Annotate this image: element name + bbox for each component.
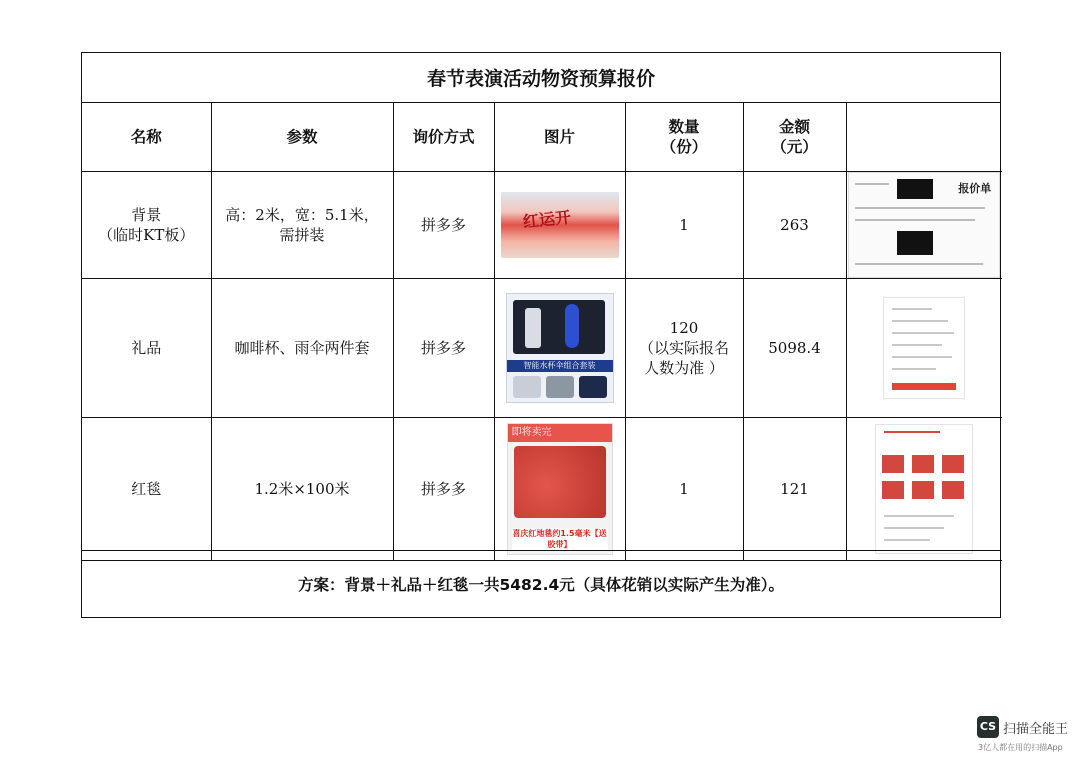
background-image-text: 红运开 — [521, 207, 572, 232]
document-title: 春节表演活动物资预算报价 — [82, 53, 1000, 103]
header-quantity — [625, 102, 743, 172]
gift-image-caption: 智能水杯伞组合套装 — [507, 360, 613, 372]
carpet-detail-image — [912, 481, 934, 499]
quote-line — [855, 207, 985, 209]
carpet-detail-image — [942, 455, 964, 473]
row-method: 拼多多 — [393, 279, 494, 418]
carpet-roll-image — [514, 446, 606, 518]
red-carpet-image — [507, 423, 613, 555]
header-params: 参数 — [211, 102, 393, 172]
quote-image-block — [897, 231, 933, 255]
row-name: 红毯 — [82, 418, 211, 561]
row-quote-cell — [846, 418, 1002, 561]
quote-line — [892, 344, 942, 346]
header-amount-line2: （元） — [771, 137, 818, 156]
row-name: 礼品 — [82, 279, 211, 418]
quote-line — [892, 320, 948, 322]
gift-detail-image — [513, 376, 541, 398]
row-params: 咖啡杯、雨伞两件套 — [211, 279, 393, 418]
row-quantity: 1 — [625, 172, 743, 279]
table-header-row — [82, 102, 1002, 172]
plan-summary: 方案：背景＋礼品＋红毯一共5482.4元（具体花销以实际产生为准）。 — [82, 550, 1000, 617]
quote-line — [855, 183, 889, 185]
header-quantity-line1: 数量 — [668, 117, 700, 136]
row-params — [211, 172, 393, 279]
budget-table — [82, 102, 1002, 561]
row-image-cell — [494, 172, 625, 279]
row-method: 拼多多 — [393, 418, 494, 561]
quote-label: 报价单 — [958, 182, 992, 195]
gift-detail-image — [579, 376, 607, 398]
quote-screenshot-image — [875, 424, 973, 554]
row-params-line2: 需拼装 — [279, 226, 325, 244]
quote-line — [884, 431, 940, 433]
background-board-image — [501, 192, 619, 258]
quote-line — [884, 539, 930, 541]
carpet-detail-image — [882, 481, 904, 499]
quote-line — [884, 527, 944, 529]
carpet-detail-image — [942, 481, 964, 499]
header-quote — [846, 102, 1002, 172]
quote-price-bar — [892, 383, 956, 390]
coffee-cup-image — [525, 308, 541, 348]
quote-line — [892, 356, 952, 358]
row-quantity — [625, 279, 743, 418]
quote-screenshot-image — [883, 297, 965, 399]
carpet-image-tag: 喜庆红地毯约1.5毫米【送胶带】 — [512, 529, 607, 549]
row-quote-cell — [846, 279, 1002, 418]
row-name-line1: 背景 — [131, 206, 162, 224]
table-row — [82, 418, 1002, 561]
table-row — [82, 172, 1002, 279]
quote-line — [892, 308, 932, 310]
scanner-watermark — [977, 716, 1068, 738]
header-method: 询价方式 — [393, 102, 494, 172]
row-quantity: 1 — [625, 418, 743, 561]
quote-line — [884, 515, 954, 517]
carpet-detail-image — [882, 455, 904, 473]
header-image: 图片 — [494, 102, 625, 172]
carpet-image-header: 即将卖完 — [508, 424, 612, 442]
row-amount: 263 — [743, 172, 846, 279]
row-quantity-line1: 120 — [669, 319, 699, 337]
row-params-line1: 高：2米，宽：5.1米， — [225, 206, 379, 224]
table-row — [82, 279, 1002, 418]
header-quantity-line2: （份） — [660, 137, 708, 156]
quote-screenshot-image — [848, 172, 1000, 278]
camscanner-logo-icon: CS — [977, 716, 999, 738]
row-name — [82, 172, 211, 279]
quote-line — [892, 332, 954, 334]
gift-detail-image — [546, 376, 574, 398]
gift-set-image — [506, 293, 614, 403]
header-amount — [743, 102, 846, 172]
budget-sheet — [81, 52, 1001, 618]
quote-image-block — [897, 179, 933, 199]
row-quantity-line3: 人数为准 ） — [644, 359, 724, 377]
carpet-detail-image — [912, 455, 934, 473]
header-name: 名称 — [82, 102, 211, 172]
row-quote-cell — [846, 172, 1002, 279]
row-image-cell — [494, 279, 625, 418]
watermark-tagline: 3亿人都在用的扫描App — [978, 743, 1063, 752]
row-quantity-line2: （以实际报名 — [638, 339, 729, 357]
row-name-line2: （临时KT板） — [98, 226, 195, 244]
quote-line — [892, 368, 936, 370]
umbrella-image — [565, 304, 579, 348]
row-amount: 5098.4 — [743, 279, 846, 418]
row-method: 拼多多 — [393, 172, 494, 279]
watermark-brand: 扫描全能王 — [1003, 721, 1069, 737]
quote-line — [855, 219, 975, 221]
row-image-cell — [494, 418, 625, 561]
row-params: 1.2米×100米 — [211, 418, 393, 561]
row-amount: 121 — [743, 418, 846, 561]
header-amount-line1: 金额 — [778, 117, 810, 136]
quote-line — [855, 263, 983, 265]
